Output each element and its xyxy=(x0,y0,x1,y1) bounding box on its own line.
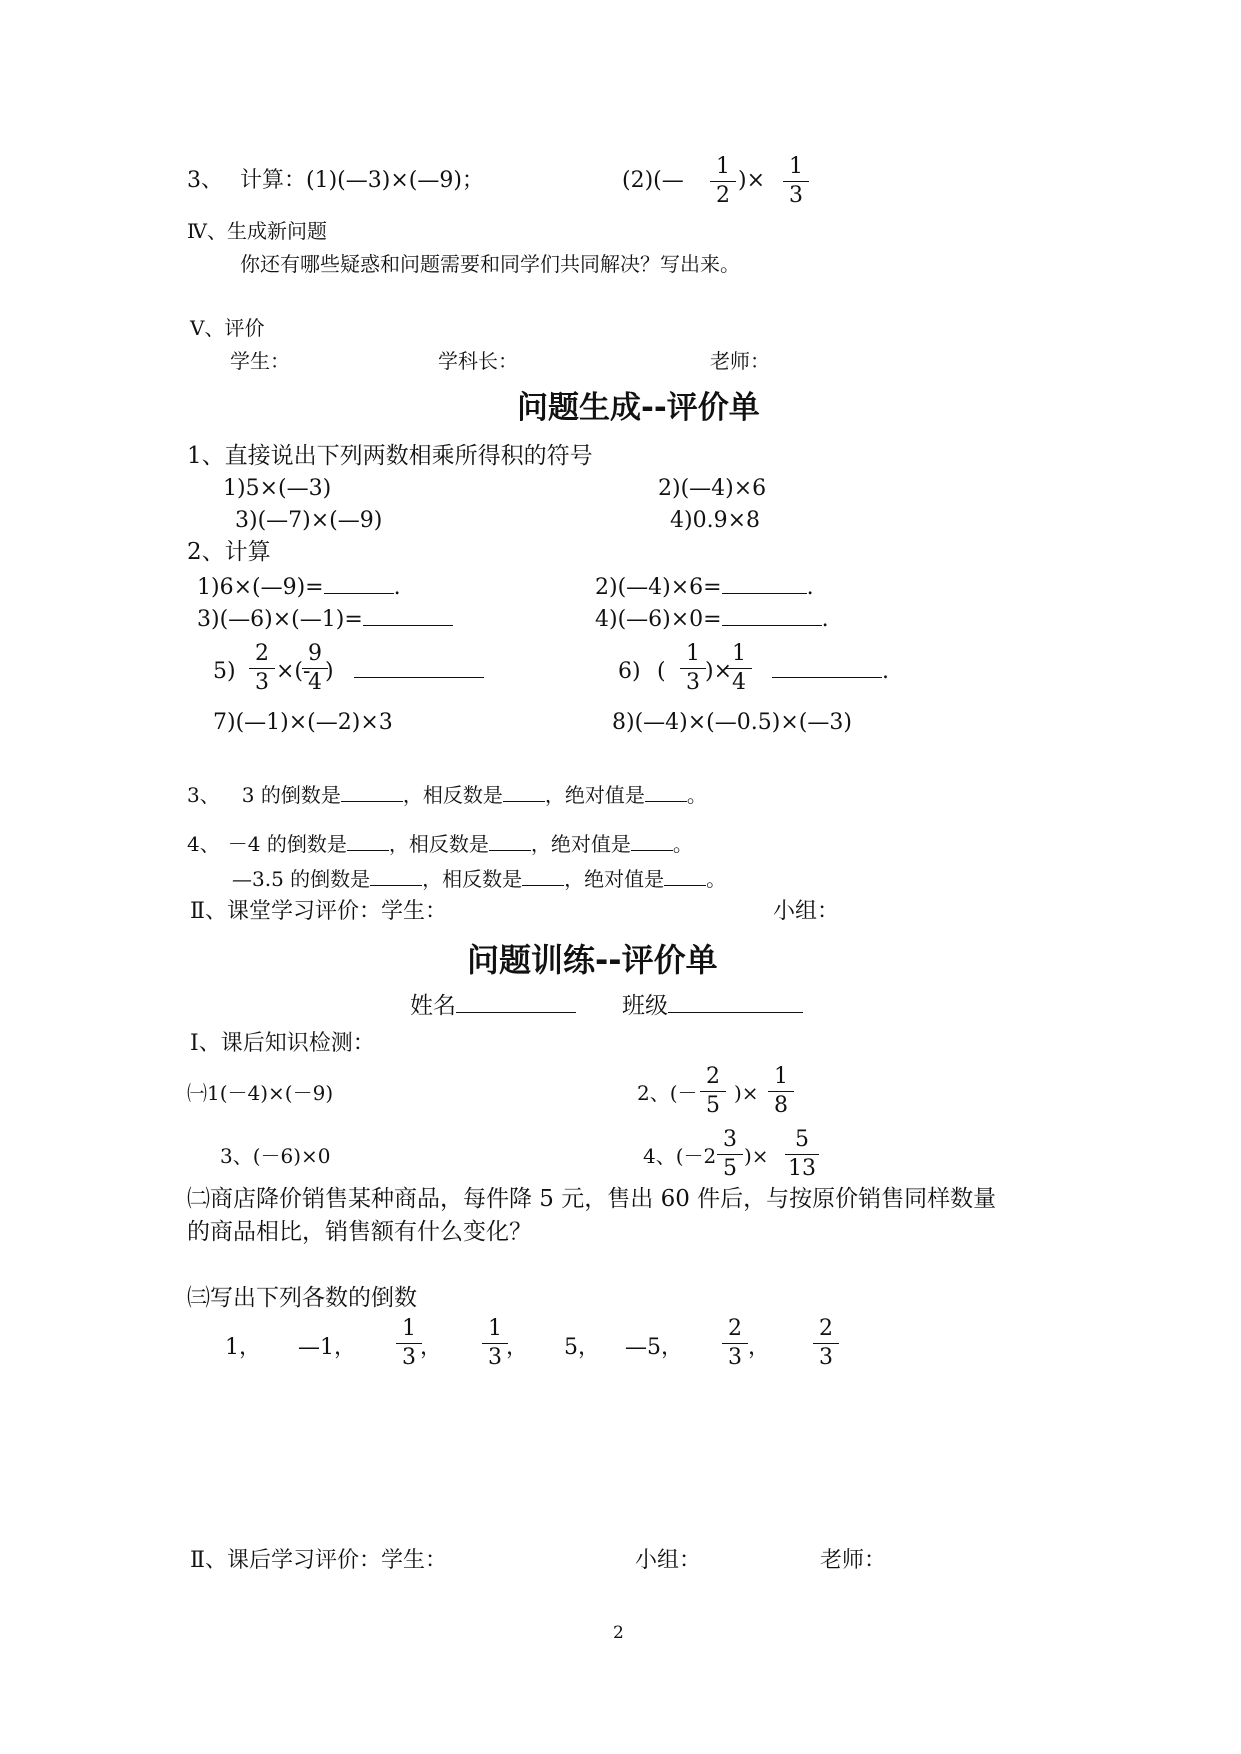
s1-q2-6-mid: )× xyxy=(705,659,733,684)
s1-q2-item-5-label: 5) xyxy=(213,659,236,684)
recip-fraction-1: 1 3 xyxy=(396,1318,422,1369)
s1-q1-item-2: 2)(—4)×6 xyxy=(658,476,767,501)
s1-q4b: —3.5 的倒数是 ，相反数是 ，绝对值是 。 xyxy=(232,867,727,891)
s1-q2-5-tail: ) xyxy=(325,661,484,683)
section-4-title: Ⅳ、生成新问题 xyxy=(187,219,327,243)
s2-name: 姓名 xyxy=(410,995,576,1018)
s1-q2-6-fraction-1: 1 3 xyxy=(680,643,706,694)
s1-q1: 1、直接说出下列两数相乘所得积的符号 xyxy=(187,443,593,469)
q3-part2-close: )× xyxy=(738,168,766,193)
s1-q2-item-1: 1)6×(—9)= . xyxy=(197,575,401,600)
s1-q2: 2、计算 xyxy=(187,539,271,565)
recip-comma-2: ， xyxy=(506,1335,529,1360)
s1-q2-5-fraction-1: 2 3 xyxy=(249,643,275,694)
s2-class: 班级 xyxy=(622,995,803,1018)
recip-num-1: 1， xyxy=(225,1335,261,1360)
s1-q2-item-2: 2)(—4)×6= . xyxy=(595,575,814,600)
s1-q2-item-7: 7)(—1)×(—2)×3 xyxy=(213,710,393,735)
q3-part2-open: (2)(— xyxy=(622,168,684,193)
q3-prefix: 3、 xyxy=(187,168,223,193)
s1-q2-item-8: 8)(—4)×(—0.5)×(—3) xyxy=(612,710,852,735)
s2-item-4-close: )× xyxy=(744,1144,769,1168)
s2-item-4-fraction-2: 5 13 xyxy=(785,1129,819,1180)
s1-q1-item-4: 4)0.9×8 xyxy=(670,508,760,533)
s2-problem-3: ㈢写出下列各数的倒数 xyxy=(187,1285,417,1311)
eval-teacher-label: 老师： xyxy=(710,349,770,373)
q3-part1: 计算：(1)(—3)×(—9)； xyxy=(240,168,484,193)
s2-item-2-fraction-2: 1 8 xyxy=(768,1066,794,1117)
q3-fraction-2: 1 3 xyxy=(783,156,809,207)
s1-q2-item-3: 3)(—6)×(—1)= xyxy=(197,609,453,631)
s1-q2-item-6-label: 6) xyxy=(618,659,641,684)
s2-item-4-fraction-1: 3 5 xyxy=(717,1129,743,1180)
s2-item-2-open: 2、(－ xyxy=(637,1081,698,1105)
s1-class-group: 小组： xyxy=(773,899,840,924)
s1-q2-6-fraction-2: 1 4 xyxy=(726,643,752,694)
sheet2-title: 问题训练--评价单 xyxy=(467,941,718,979)
s1-q1-item-1: 1)5×(—3) xyxy=(223,476,332,501)
recip-fraction-3: 2 3 xyxy=(722,1318,748,1369)
s2-item-3: 3、(－6)×0 xyxy=(220,1144,331,1168)
s2-item-2-fraction-1: 2 5 xyxy=(700,1066,726,1117)
s2-problem-2-line-2: 的商品相比，销售额有什么变化？ xyxy=(187,1219,532,1245)
s1-q2-5-fraction-2: 9 4 xyxy=(302,643,328,694)
s2-item-2-close: )× xyxy=(734,1081,759,1105)
q3-fraction-1: 1 2 xyxy=(710,156,736,207)
recip-num-2: —1， xyxy=(298,1335,356,1360)
recip-fraction-2: 1 3 xyxy=(482,1318,508,1369)
recip-comma-1: ， xyxy=(420,1335,443,1360)
s1-q4: 4、 －4 的倒数是 ，相反数是 ，绝对值是 。 xyxy=(187,832,693,856)
section-5-title: Ⅴ、评价 xyxy=(190,316,265,340)
eval-leader-label: 学科长： xyxy=(438,349,518,373)
s2-section-1: Ⅰ、课后知识检测： xyxy=(190,1031,375,1056)
recip-comma-3: ， xyxy=(748,1335,771,1360)
s1-q2-item-4: 4)(—6)×0= . xyxy=(595,607,829,632)
page-number: 2 xyxy=(613,1623,624,1643)
section-4-text: 你还有哪些疑惑和问题需要和同学们共同解决？写出来。 xyxy=(240,252,740,276)
s2-item-4-open: 4、(－2 xyxy=(643,1144,717,1168)
s1-q2-5-mid: ×(- xyxy=(276,659,311,684)
sheet1-title: 问题生成--评价单 xyxy=(517,390,760,426)
recip-num-4: —5， xyxy=(625,1335,683,1360)
s1-class-eval: Ⅱ、课堂学习评价：学生： xyxy=(190,899,447,924)
s1-q2-6-blank: . xyxy=(772,661,889,683)
s1-q3: 3、 3 的倒数是 ，相反数是 ，绝对值是 。 xyxy=(187,783,707,807)
recip-fraction-4: 2 3 xyxy=(813,1318,839,1369)
s1-q2-6-open: ( xyxy=(657,659,666,684)
s2-item-1: ㈠1(－4)×(－9) xyxy=(187,1081,334,1105)
s2-after-group: 小组： xyxy=(635,1548,702,1573)
s2-after-eval: Ⅱ、课后学习评价：学生： xyxy=(190,1548,447,1573)
s2-after-teacher: 老师： xyxy=(820,1548,887,1573)
eval-student-label: 学生： xyxy=(230,349,290,373)
s1-q1-item-3: 3)(—7)×(—9) xyxy=(235,508,383,533)
recip-num-3: 5， xyxy=(564,1335,600,1360)
s2-problem-2-line-1: ㈡商店降价销售某种商品，每件降 5 元，售出 60 件后，与按原价销售同样数量 xyxy=(187,1186,997,1212)
